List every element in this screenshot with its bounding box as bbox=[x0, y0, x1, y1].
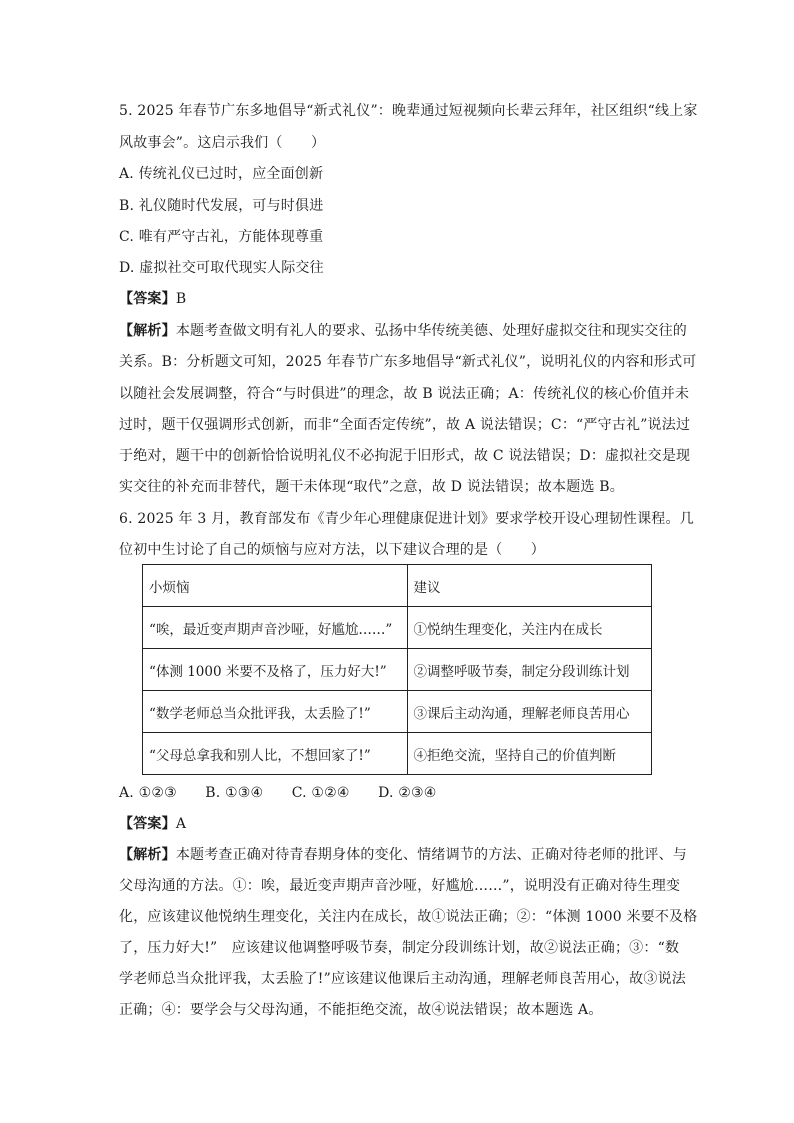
table-row bbox=[143, 733, 652, 775]
table-cell-worry: “体测 1000 米要不及格了，压力好大!” bbox=[143, 649, 408, 691]
q5-analysis-line-5: 于绝对，题干中的创新恰恰说明礼仪不必拘泥于旧形式，故 C 说法错误；D：虚拟社交是现 bbox=[119, 448, 691, 464]
table-header-row bbox=[143, 565, 652, 607]
q5-answer-value: B bbox=[175, 291, 187, 307]
q5-option-b: B. 礼仪随时代发展，可与时俱进 bbox=[119, 198, 324, 214]
q5-stem-line-1: 5. 2025 年春节广东多地倡导“新式礼仪”：晚辈通过短视频向长辈云拜年，社区组织“线上家 bbox=[119, 103, 698, 119]
q5-analysis-line-1 bbox=[119, 321, 688, 341]
q6-analysis-line-4: 了，压力好大!” 应该建议他调整呼吸节奏，制定分段训练计划，故②说法正确；③：“数 bbox=[119, 940, 680, 956]
q5-stem-line-2: 风故事会”。这启示我们（ ） bbox=[119, 135, 326, 151]
table-cell-worry: “数学老师总当众批评我，太丢脸了!” bbox=[143, 691, 408, 733]
table-row bbox=[143, 691, 652, 733]
table-header-worry: 小烦恼 bbox=[143, 565, 408, 607]
q5-analysis-text-1: 本题考查做文明有礼人的要求、弘扬中华传统美德、处理好虚拟交往和现实交往的 bbox=[175, 323, 688, 339]
q5-analysis-line-2: 关系。B：分析题文可知，2025 年春节广东多地倡导“新式礼仪”，说明礼仪的内容和形式可 bbox=[119, 354, 697, 370]
q5-analysis-tag: 【解析】 bbox=[119, 323, 176, 339]
q6-analysis-line-6: 正确；④：要学会与父母沟通，不能拒绝交流，故④说法错误；故本题选 A。 bbox=[119, 1002, 603, 1018]
q5-analysis-line-6: 实交往的补充而非替代，题干未体现“取代”之意，故 D 说法错误；故本题选 B。 bbox=[119, 479, 624, 495]
q5-analysis-line-4: 过时，题干仅强调形式创新，而非“全面否定传统”，故 A 说法错误；C：“严守古礼”说法过 bbox=[119, 417, 691, 433]
q6-stem-line-1: 6. 2025 年 3 月，教育部发布《青少年心理健康促进计划》要求学校开设心理韧性课程。几 bbox=[119, 511, 694, 527]
table-row bbox=[143, 649, 652, 691]
table-cell-advice: ③课后主动沟通，理解老师良苦用心 bbox=[407, 691, 652, 733]
q6-analysis-line-3: 化，应该建议他悦纳生理变化，关注内在成长，故①说法正确；②：“体测 1000 米要不及格 bbox=[119, 909, 698, 925]
table-cell-worry: “唉，最近变声期声音沙哑，好尴尬……” bbox=[143, 607, 408, 649]
q5-analysis-line-3: 以随社会发展调整，符合“与时俱进”的理念，故 B 说法正确；A：传统礼仪的核心价值并未 bbox=[119, 386, 690, 402]
q5-answer bbox=[119, 289, 679, 309]
q6-analysis-line-2: 父母沟通的方法。①：唉，最近变声期声音沙哑，好尴尬……”，说明没有正确对待生理变 bbox=[119, 878, 681, 894]
advice-table bbox=[142, 564, 652, 775]
q6-analysis-line-5: 学老师总当众批评我，太丢脸了!”应该建议他课后主动沟通，理解老师良苦用心，故③说法 bbox=[119, 971, 686, 987]
q5-option-a: A. 传统礼仪已过时，应全面创新 bbox=[119, 166, 324, 182]
table-cell-advice: ④拒绝交流，坚持自己的价值判断 bbox=[407, 733, 652, 775]
q5-option-c: C. 唯有严守古礼，方能体现尊重 bbox=[119, 229, 324, 245]
table-header-advice: 建议 bbox=[407, 565, 652, 607]
q6-stem-line-2: 位初中生讨论了自己的烦恼与应对方法，以下建议合理的是（ ） bbox=[119, 542, 545, 558]
table-cell-advice: ①悦纳生理变化，关注内在成长 bbox=[407, 607, 652, 649]
q6-analysis-text-1: 本题考查正确对待青春期身体的变化、情绪调节的方法、正确对待老师的批评、与 bbox=[175, 847, 688, 863]
table-row bbox=[143, 607, 652, 649]
table-cell-worry: “父母总拿我和别人比，不想回家了!” bbox=[143, 733, 408, 775]
q6-answer-value: A bbox=[175, 816, 187, 832]
q6-analysis-tag: 【解析】 bbox=[119, 847, 176, 863]
q5-answer-tag: 【答案】 bbox=[119, 291, 176, 307]
q6-answer-tag: 【答案】 bbox=[119, 816, 176, 832]
q6-answer bbox=[119, 814, 679, 834]
q5-option-d: D. 虚拟社交可取代现实人际交往 bbox=[119, 260, 324, 276]
q6-options: A. ①②③ B. ①③④ C. ①②④ D. ②③④ bbox=[119, 785, 437, 801]
q6-analysis-line-1 bbox=[119, 845, 688, 865]
table-cell-advice: ②调整呼吸节奏，制定分段训练计划 bbox=[407, 649, 652, 691]
